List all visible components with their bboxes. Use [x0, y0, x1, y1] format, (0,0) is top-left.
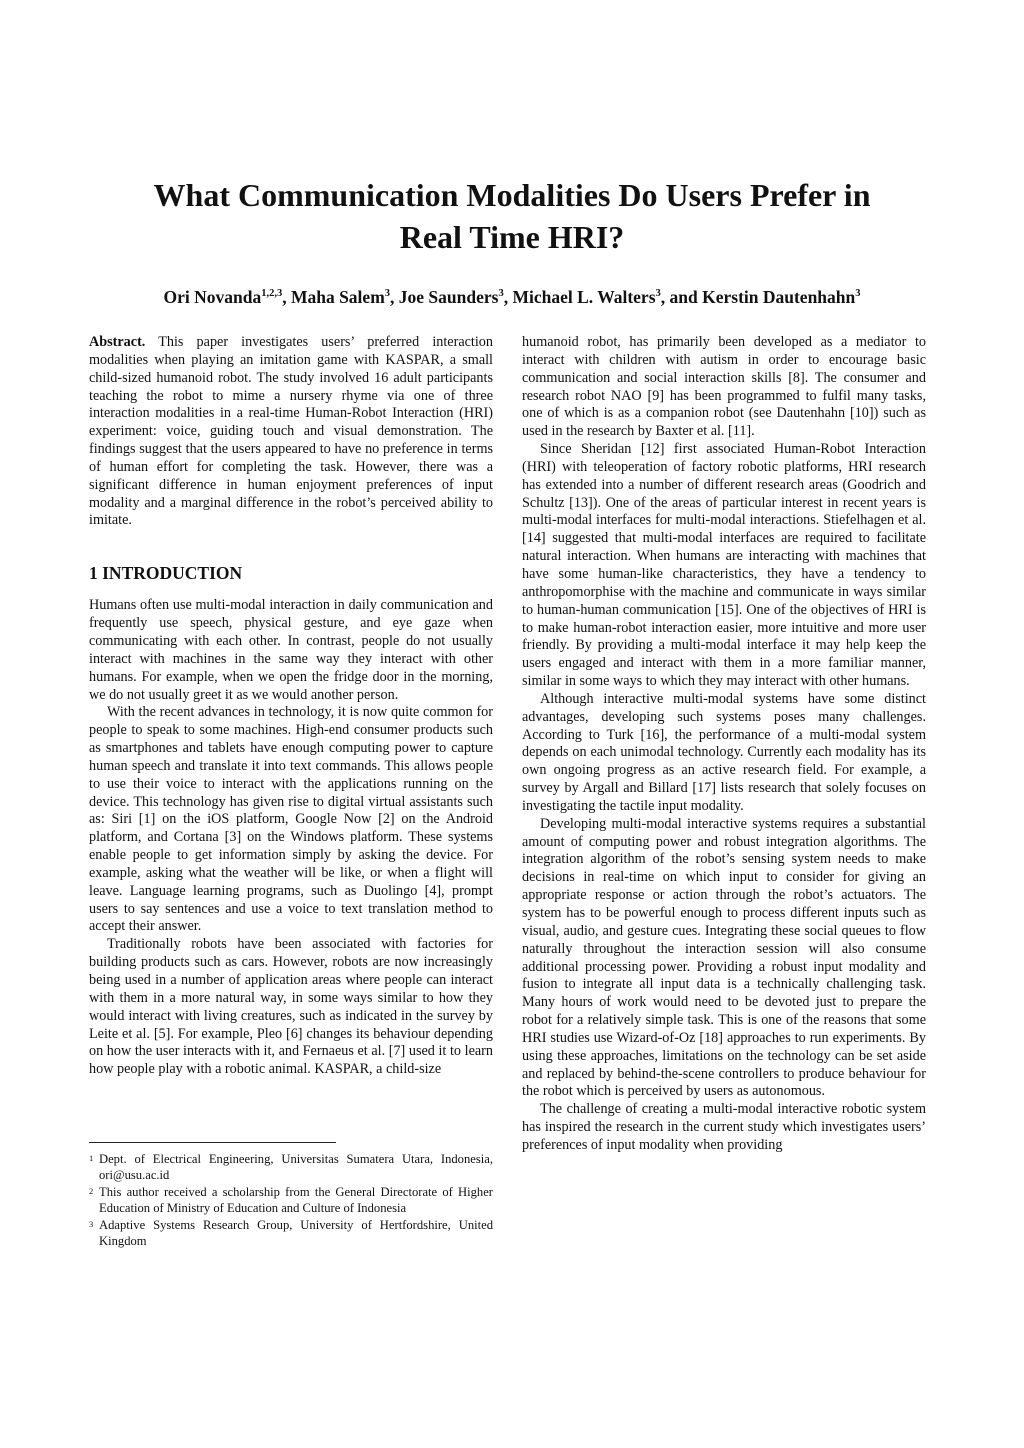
footnote [89, 1152, 493, 1183]
section-heading-introduction: 1 INTRODUCTION [89, 563, 243, 584]
author-list [60, 286, 964, 308]
title-line-1: What Communication Modalities Do Users Prefer in [153, 177, 871, 213]
paragraph: Traditionally robots have been associated with factories for building products such as cars. However, robots are now increasingly being used in a number of application areas where people can interact with them in a more natural way, in some ways similar to how they would interact with living creatures, such as indicated in the survey by Leite et al. [5]. For example, Pleo [6] changes its behaviour depending on how the user interacts with it, and Fernaeus et al. [7] used it to learn how people play with a robotic animal. KASPAR, a child-size [89, 936, 493, 1078]
abstract [89, 334, 493, 530]
author: Ori Novanda$^{1,2,3}$, [163, 287, 291, 307]
footnotes [89, 1152, 493, 1252]
footnote-text: Adaptive Systems Research Group, University of Hertfordshire, United Kingdom [99, 1218, 493, 1248]
footnote-mark: 2 [89, 1186, 94, 1197]
paragraph: Since Sheridan [12] first associated Human-Robot Interaction (HRI) with teleoperation of factory robotic platforms, HRI research has extended into a number of different research areas (Goodrich and Schultz [13]). One of the areas of particular interest in recent years is multi-modal interfaces for multi-modal interactions. Stiefelhagen et al. [14] suggested that multi-modal interfaces are required to facilitate natural interaction. When humans are interacting with machines that have some human-like characteristics, they have a tendency to anthropomorphise with the machine and communicate in ways similar to human-human communication [15]. One of the objectives of HRI is to make human-robot interaction easier, more intuitive and more user friendly. By providing a multi-modal interface it may help keep the users engaged and interact with them in a more familiar manner, similar in some ways to which they may interact with other humans. [522, 441, 926, 690]
author: Joe Saunders$^3$, [398, 287, 513, 307]
footnote-text: Dept. of Electrical Engineering, Universitas Sumatera Utara, Indonesia, ori@usu.ac.id [99, 1152, 493, 1182]
footnote [89, 1218, 493, 1249]
footnote-text: This author received a scholarship from the General Directorate of Higher Education of Ministry of Education and Culture of Indonesia [99, 1185, 493, 1215]
author: Maha Salem$^3$, [290, 287, 399, 307]
right-column [522, 334, 926, 1155]
paragraph: Developing multi-modal interactive systems requires a substantial amount of computing power and robust integration algorithms. The integration algorithm of the robot’s sensing system needs to make decisions in real-time on which input to consider for giving an appropriate response or action through the robot’s actuators. The system has to be powerful enough to process different inputs such as visual, audio, and gesture cues. Integrating these social queues to flow naturally throughout the interaction session will also consume additional processing power. Providing a robust input modality and fusion to integrate all input data is a technically challenging task. Many hours of work would need to be devoted just to prepare the robot for a relatively simple task. This is one of the reasons that some HRI studies use Wizard-of-Oz [18] approaches to run experiments. By using these approaches, limitations on the technology can be set aside and replaced by behind-the-scene controllers to produce behaviour for the robot which is perceived by users as autonomous. [522, 815, 926, 1100]
footnote-divider [89, 1142, 336, 1143]
author: Michael L. Walters$^3$, and [512, 287, 703, 307]
abstract-label: Abstract. [89, 334, 146, 350]
paragraph: Humans often use multi-modal interaction in daily communication and frequently use speech, physical gesture, and eye gaze when communicating with each other. In contrast, people do not usually interact with machines in the same way they interact with other humans. For example, when we open the fridge door in the morning, we do not usually greet it as we would another person. [89, 597, 493, 703]
paragraph: Although interactive multi-modal systems have some distinct advantages, developing such systems poses many challenges. According to Turk [16], the performance of a multi-modal system depends on each unimodal technology. Currently each modality has its own ongoing progress as an active research field. For example, a survey by Argall and Billard [17] lists research that solely focuses on investigating the tactile input modality. [522, 690, 926, 814]
paragraph: humanoid robot, has primarily been developed as a mediator to interact with children with autism in order to encourage basic communication and social interaction skills [8]. The consumer and research robot NAO [9] has been programmed to fulfil many tasks, one of which is as a companion robot (see Dautenhahn [10]) such as used in the research by Baxter et al. [11]. [522, 334, 926, 440]
abstract-text: This paper investigates users’ preferred interaction modalities when playing an imitation game with KASPAR, a small child-sized humanoid robot. The study involved 16 adult participants teaching the robot to mime a nursery rhyme via one of three interaction modalities in a real-time Human-Robot Interaction (HRI) experiment: voice, guiding touch and visual demonstration. The findings suggest that the users appeared to have no preference in terms of human effort for completing the task. However, there was a significant difference in human enjoyment preferences of input modality and a marginal difference in the robot’s perceived ability to imitate. [89, 334, 493, 529]
left-column [89, 334, 493, 1079]
paragraph: With the recent advances in technology, it is now quite common for people to speak to some machines. High-end consumer products such as smartphones and tablets have enough computing power to capture human speech and translate it into text commands. This allows people to use their voice to interact with the applications running on the device. This technology has given rise to digital virtual assistants such as: Siri [1] on the iOS platform, Google Now [2] on the Android platform, and Cortana [3] on the Windows platform. These systems enable people to get information simply by asking the device. For example, asking what the weather will be like, or when a flight will leave. Language learning programs, such as Duolingo [4], prompt users to say sentences and use a voice to text translation method to accept their answer. [89, 704, 493, 935]
footnote [89, 1185, 493, 1216]
paragraph: The challenge of creating a multi-modal interactive robotic system has inspired the research in the current study which investigates users’ preferences of input modality when providing [522, 1101, 926, 1153]
footnote-mark: 1 [89, 1153, 94, 1163]
title-line-2: Real Time HRI? [399, 219, 625, 255]
author: Kerstin Dautenhahn$^3$ [702, 287, 861, 307]
footnote-mark: 3 [89, 1219, 94, 1230]
paper-title [60, 174, 964, 258]
